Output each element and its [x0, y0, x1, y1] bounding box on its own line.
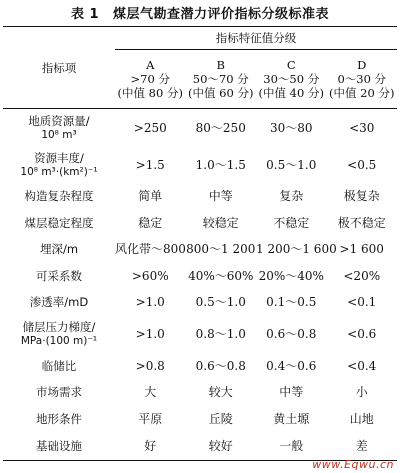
value-cell: >1 600 [339, 242, 384, 257]
table-caption [0, 3, 400, 23]
value-cell: 中等 [208, 189, 233, 204]
value-cell: 风化带～800 [115, 242, 186, 257]
value-cell: 一般 [279, 439, 304, 453]
table-row [3, 236, 397, 263]
value-cell: 丘陵 [208, 411, 233, 426]
value-cell: <20% [343, 268, 381, 283]
value-cell: 大 [144, 385, 157, 400]
indicator-name [3, 316, 115, 353]
value-cell: >60% [131, 268, 169, 283]
table-row [3, 353, 397, 380]
value-cell: 0.1～0.5 [266, 295, 317, 310]
indicator-name [3, 109, 115, 147]
value-cell: 0.6～0.8 [195, 358, 246, 373]
value-cell: 30～80 [269, 120, 313, 135]
value-cell: 0.5～1.0 [195, 295, 246, 310]
table-row [3, 183, 397, 210]
value-cell: <0.1 [347, 295, 377, 310]
indicator-name: 地形条件 [36, 411, 82, 426]
value-cell: 稳定 [138, 215, 163, 230]
indicator-name-line1: 储层压力梯度/ [22, 320, 96, 334]
value-cell: <0.4 [347, 358, 377, 373]
table-row [3, 146, 397, 183]
value-cell: 1 200～1 600 [256, 242, 337, 257]
grade-header-a [115, 50, 186, 109]
grade-header-c [256, 50, 327, 109]
table-row [3, 263, 397, 290]
indicator-name [3, 146, 115, 183]
value-cell: <0.5 [347, 157, 377, 172]
grade-letter: A [146, 58, 155, 72]
value-cell: 较好 [208, 439, 233, 453]
grading-standard-table [3, 26, 397, 461]
indicator-name: 可采系数 [36, 268, 82, 283]
indicator-name: 煤层稳定程度 [24, 215, 94, 230]
indicator-name-line1: 地质资源量/ [28, 113, 90, 128]
grade-header-d [327, 50, 398, 109]
value-cell: >0.8 [135, 358, 165, 373]
value-cell: 1.0～1.5 [195, 157, 246, 172]
indicator-name: 埋深/m [39, 242, 79, 257]
grade-midvalue: (中值 80 分) [117, 86, 183, 100]
table-row [3, 316, 397, 353]
grade-midvalue: (中值 60 分) [188, 86, 254, 100]
indicator-name: 构造复杂程度 [24, 189, 94, 204]
value-cell: 极不稳定 [337, 215, 386, 230]
value-cell: 简单 [138, 189, 163, 204]
value-cell: 不稳定 [273, 215, 310, 230]
indicator-unit: 10⁸ m³·(km²)⁻¹ [20, 165, 98, 178]
value-cell: 中等 [279, 385, 304, 400]
table-number: 表 1 [70, 7, 100, 22]
table-row [3, 210, 397, 237]
indicator-name: 基础设施 [36, 439, 82, 453]
header-row-top [3, 27, 397, 50]
value-cell: <0.6 [347, 327, 377, 341]
value-cell: >1.0 [135, 327, 165, 341]
table-row [3, 406, 397, 433]
indicator-name: 渗透率/mD [29, 295, 89, 310]
value-cell: 好 [144, 439, 157, 453]
indicator-name: 临储比 [41, 358, 77, 373]
grade-letter: D [357, 58, 367, 72]
value-cell: 0.5～1.0 [266, 157, 317, 172]
value-cell: >1.5 [135, 157, 165, 172]
grade-header-b [186, 50, 257, 109]
value-cell: 20%～40% [258, 268, 324, 283]
value-cell: 复杂 [279, 189, 304, 204]
value-cell: 小 [355, 385, 368, 400]
grade-range: 0～30 分 [337, 72, 387, 86]
watermark: www.Eqwu.cn [312, 458, 394, 471]
grade-letter: B [216, 58, 225, 72]
value-cell: 较大 [208, 385, 233, 400]
value-cell: 差 [355, 439, 368, 453]
value-cell: 极复杂 [343, 189, 380, 204]
grade-range: >70 分 [130, 72, 170, 86]
indicator-name-line1: 资源丰度/ [34, 150, 84, 165]
value-cell: >1.0 [135, 295, 165, 310]
value-cell: <30 [349, 120, 375, 135]
value-cell: 较稳定 [202, 215, 239, 230]
value-cell: 0.4～0.6 [266, 358, 317, 373]
indicator-unit: MPa·(100 m)⁻¹ [20, 335, 98, 347]
value-cell: >250 [133, 120, 167, 135]
grade-range: 50～70 分 [192, 72, 249, 86]
table-row [3, 289, 397, 316]
grade-midvalue: (中值 40 分) [258, 86, 324, 100]
table-row [3, 379, 397, 406]
table-row [3, 432, 397, 461]
table-row [3, 109, 397, 147]
row-label-header: 指标项 [3, 27, 115, 109]
grade-group-header: 指标特征值分级 [115, 27, 397, 50]
value-cell: 800～1 200 [186, 242, 256, 257]
value-cell: 山地 [349, 411, 374, 426]
value-cell: 黄土塬 [273, 411, 310, 426]
grade-range: 30～50 分 [263, 72, 320, 86]
table-title: 煤层气勘查潜力评价指标分级标准表 [113, 7, 330, 22]
value-cell: 平原 [138, 411, 163, 426]
value-cell: 40%～60% [188, 268, 254, 283]
value-cell: 0.6～0.8 [266, 327, 317, 341]
grade-midvalue: (中值 20 分) [329, 86, 395, 100]
value-cell: 0.8～1.0 [195, 327, 246, 341]
indicator-name: 市场需求 [36, 385, 82, 400]
indicator-unit: 10⁸ m³ [41, 128, 77, 141]
value-cell: 80～250 [195, 120, 246, 135]
grade-letter: C [286, 58, 296, 72]
